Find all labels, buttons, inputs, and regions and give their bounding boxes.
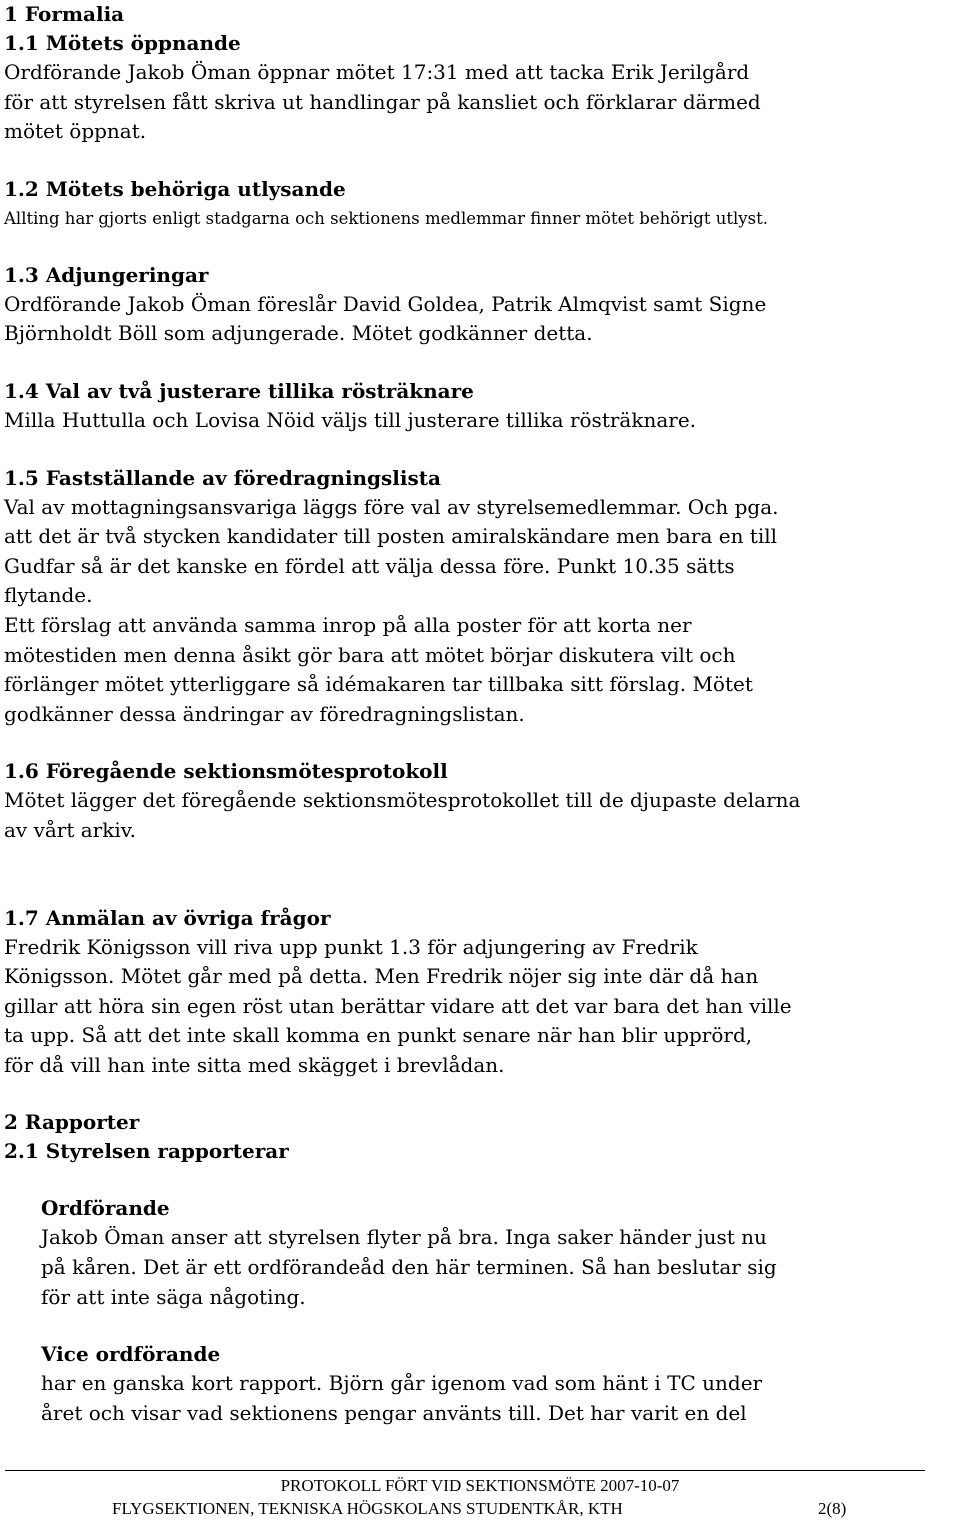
paragraph-1-3-line: Ordförande Jakob Öman föreslår David Goldea, Patrik Almqvist samt Signe xyxy=(4,291,767,316)
subsection-heading-1-6: 1.6 Föregående sektionsmötesprotokoll xyxy=(4,759,448,784)
section-heading-1: 1 Formalia xyxy=(4,2,125,26)
paragraph-1-4-line: Milla Huttulla och Lovisa Nöid väljs till justerare tillika rösträknare. xyxy=(4,407,697,432)
subsection-heading-1-3: 1.3 Adjungeringar xyxy=(4,262,209,287)
report-heading-vice-ordforande: Vice ordförande xyxy=(41,1342,221,1367)
paragraph-1-5-line: godkänner dessa ändringar av föredragningslistan. xyxy=(4,701,525,726)
subsection-heading-2-1: 2.1 Styrelsen rapporterar xyxy=(4,1139,289,1164)
footer-divider xyxy=(5,1470,925,1471)
paragraph-1-5-line: förlänger mötet ytterliggare så idémakaren tar tillbaka sitt förslag. Mötet xyxy=(4,672,753,697)
subsection-heading-1-2: 1.2 Mötets behöriga utlysande xyxy=(4,176,346,201)
paragraph-1-5-line: Gudfar så är det kanske en fördel att välja dessa före. Punkt 10.35 sätts xyxy=(4,553,735,578)
document-body xyxy=(4,0,956,1428)
report-ordforande-line: för att inte säga någoting. xyxy=(41,1284,306,1309)
paragraph-1-7-line: Königsson. Mötet går med på detta. Men Fredrik nöjer sig inte där då han xyxy=(4,964,759,989)
paragraph-1-5-line: att det är två stycken kandidater till posten amiralskändare men bara en till xyxy=(4,524,778,549)
report-vice-ordforande-line: året och visar vad sektionens pengar använts till. Det har varit en del xyxy=(41,1400,747,1425)
subsection-heading-1-1: 1.1 Mötets öppnande xyxy=(4,31,241,55)
paragraph-1-5-line: Ett förslag att använda samma inrop på alla poster för att korta ner xyxy=(4,612,692,637)
paragraph-1-5-line: mötestiden men denna åsikt gör bara att mötet börjar diskutera vilt och xyxy=(4,642,736,667)
subsection-heading-1-4: 1.4 Val av två justerare tillika rösträknare xyxy=(4,378,474,403)
report-heading-ordforande: Ordförande xyxy=(41,1196,170,1221)
subsection-heading-1-5: 1.5 Fastställande av föredragningslista xyxy=(4,465,441,490)
paragraph-1-7-line: gillar att höra sin egen röst utan berättar vidare att det var bara det han ville xyxy=(4,993,792,1018)
paragraph-1-1-line: mötet öppnat. xyxy=(4,119,147,144)
paragraph-1-6-line: Mötet lägger det föregående sektionsmötesprotokollet till de djupaste delarna xyxy=(4,788,801,813)
report-ordforande-line: Jakob Öman anser att styrelsen flyter på bra. Inga saker händer just nu xyxy=(41,1225,767,1250)
paragraph-1-1-line: Ordförande Jakob Öman öppnar mötet 17:31 med att tacka Erik Jerilgård xyxy=(4,60,750,84)
paragraph-1-2-line: Allting har gjorts enligt stadgarna och sektionens medlemmar finner mötet behörigt utlyst. xyxy=(4,208,768,228)
footer-protocol-title: PROTOKOLL FÖRT VID SEKTIONSMÖTE 2007-10-07 xyxy=(280,1476,680,1495)
paragraph-1-6-line: av vårt arkiv. xyxy=(4,817,137,842)
report-vice-ordforande-line: har en ganska kort rapport. Björn går igenom vad som hänt i TC under xyxy=(41,1371,763,1396)
paragraph-1-7-line: Fredrik Königsson vill riva upp punkt 1.3 för adjungering av Fredrik xyxy=(4,934,698,959)
subsection-heading-1-7: 1.7 Anmälan av övriga frågor xyxy=(4,905,331,930)
footer-page-number: 2(8) xyxy=(818,1499,847,1518)
paragraph-1-5-line: Val av mottagningsansvariga läggs före val av styrelsemedlemmar. Och pga. xyxy=(4,494,779,519)
paragraph-1-3-line: Björnholdt Böll som adjungerade. Mötet godkänner detta. xyxy=(4,321,593,346)
footer-organization: FLYGSEKTIONEN, TEKNISKA HÖGSKOLANS STUDENTKÅR, KTH xyxy=(112,1499,623,1518)
paragraph-1-5-line: flytande. xyxy=(4,583,93,608)
paragraph-1-1-line: för att styrelsen fått skriva ut handlingar på kansliet och förklarar därmed xyxy=(4,89,761,114)
paragraph-1-7-line: för då vill han inte sitta med skägget i brevlådan. xyxy=(4,1052,505,1077)
report-ordforande-line: på kåren. Det är ett ordförandeåd den här terminen. Så han beslutar sig xyxy=(41,1255,777,1280)
section-heading-2: 2 Rapporter xyxy=(4,1110,140,1135)
paragraph-1-7-line: ta upp. Så att det inte skall komma en punkt senare när han blir upprörd, xyxy=(4,1023,753,1048)
